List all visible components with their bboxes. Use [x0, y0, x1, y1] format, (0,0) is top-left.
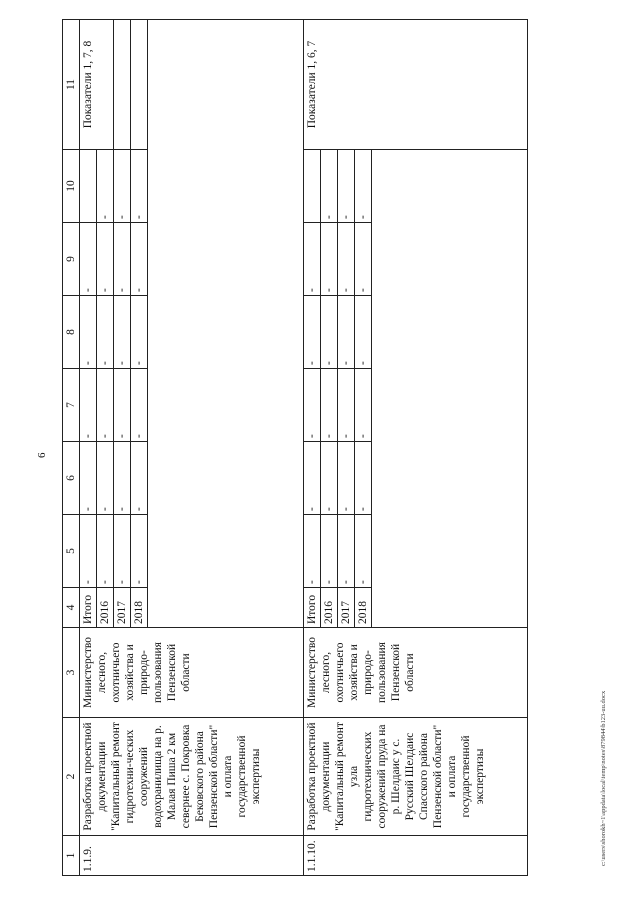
value-cell: - [338, 515, 355, 588]
value-cell: - [321, 515, 338, 588]
row-number: 1.1.10. [304, 836, 528, 876]
value-cell: - [355, 150, 372, 223]
value-cell: - [304, 515, 321, 588]
value-cell: - [97, 296, 114, 369]
col-header-5: 5 [63, 515, 80, 588]
executor: Министерство лесного, охотничьего хозяйства и природо-пользования Пензенской области [80, 628, 304, 718]
col-header-7: 7 [63, 369, 80, 442]
value-cell: - [321, 296, 338, 369]
value-cell: - [338, 296, 355, 369]
year-cell: 2018 [355, 588, 372, 628]
year-cell: Итого [80, 588, 97, 628]
value-cell: - [355, 442, 372, 515]
table-row [304, 20, 321, 876]
indicators: Показатели 1, 6, 7 [304, 20, 528, 150]
value-cell: - [114, 223, 131, 296]
value-cell: - [338, 150, 355, 223]
value-cell: - [304, 296, 321, 369]
year-cell: 2017 [114, 588, 131, 628]
value-cell: - [131, 150, 148, 223]
col-header-3: 3 [63, 628, 80, 718]
col-header-2: 2 [63, 718, 80, 836]
value-cell: - [131, 296, 148, 369]
rotated-table-container [62, 20, 610, 876]
year-cell: Итого [304, 588, 321, 628]
value-cell: - [114, 150, 131, 223]
measures-table [62, 19, 528, 876]
value-cell: - [355, 369, 372, 442]
executor: Министерство лесного, охотничьего хозяйства и природо-пользования Пензенской области [304, 628, 528, 718]
value-cell: - [80, 442, 97, 515]
indicators-blank [131, 20, 148, 150]
value-cell: - [304, 223, 321, 296]
spacer-cell [148, 20, 304, 628]
value-cell: - [338, 442, 355, 515]
value-cell: - [355, 515, 372, 588]
value-cell: - [338, 369, 355, 442]
year-cell: 2016 [97, 588, 114, 628]
value-cell: - [97, 515, 114, 588]
year-cell: 2017 [338, 588, 355, 628]
value-cell: - [304, 442, 321, 515]
value-cell: - [97, 150, 114, 223]
value-cell [304, 150, 321, 223]
row-number: 1.1.9. [80, 836, 304, 876]
value-cell: - [321, 369, 338, 442]
spacer-cell [372, 150, 528, 628]
value-cell: - [80, 515, 97, 588]
year-cell: 2018 [131, 588, 148, 628]
value-cell: - [355, 296, 372, 369]
col-header-9: 9 [63, 223, 80, 296]
measure-name: Разработка проектной документации "Капитальный ремонт узла гидротехнических сооружений пруда на р. Шелдаис у с. Русский Шелдаис Спасского района Пензенской области" и оплата государственной экспертизы [304, 718, 528, 836]
col-header-8: 8 [63, 296, 80, 369]
value-cell: - [114, 442, 131, 515]
value-cell [80, 150, 97, 223]
col-header-10: 10 [63, 150, 80, 223]
footer-file-path: c:\users\shorokh~1\appdata\local\temp\notes\879844\b123-uu.docx [600, 690, 607, 866]
value-cell: - [355, 223, 372, 296]
col-header-6: 6 [63, 442, 80, 515]
col-header-1: 1 [63, 836, 80, 876]
value-cell: - [97, 369, 114, 442]
value-cell: - [131, 515, 148, 588]
value-cell: - [131, 369, 148, 442]
value-cell: - [80, 296, 97, 369]
value-cell: - [338, 223, 355, 296]
column-number-row [63, 20, 80, 876]
year-cell: 2016 [321, 588, 338, 628]
value-cell: - [304, 369, 321, 442]
indicators-blank [114, 20, 131, 150]
page-number: 6 [36, 452, 48, 458]
value-cell: - [80, 369, 97, 442]
value-cell: - [97, 223, 114, 296]
value-cell: - [114, 515, 131, 588]
value-cell: - [131, 442, 148, 515]
value-cell: - [80, 223, 97, 296]
value-cell: - [131, 223, 148, 296]
value-cell: - [321, 442, 338, 515]
col-header-4: 4 [63, 588, 80, 628]
value-cell: - [321, 150, 338, 223]
value-cell: - [114, 296, 131, 369]
measure-name: Разработка проектной документации "Капитальный ремонт гидротехни-ческих сооружений водохранилища на р. Малая Пиша 2 км севернее с. Покровка Бековского района Пензенской области" и оплата государственной экспертизы [80, 718, 304, 836]
value-cell: - [114, 369, 131, 442]
value-cell: - [97, 442, 114, 515]
col-header-11: 11 [63, 20, 80, 150]
indicators: Показатели 1, 7, 8 [80, 20, 114, 150]
value-cell: - [321, 223, 338, 296]
table-row [80, 20, 97, 876]
